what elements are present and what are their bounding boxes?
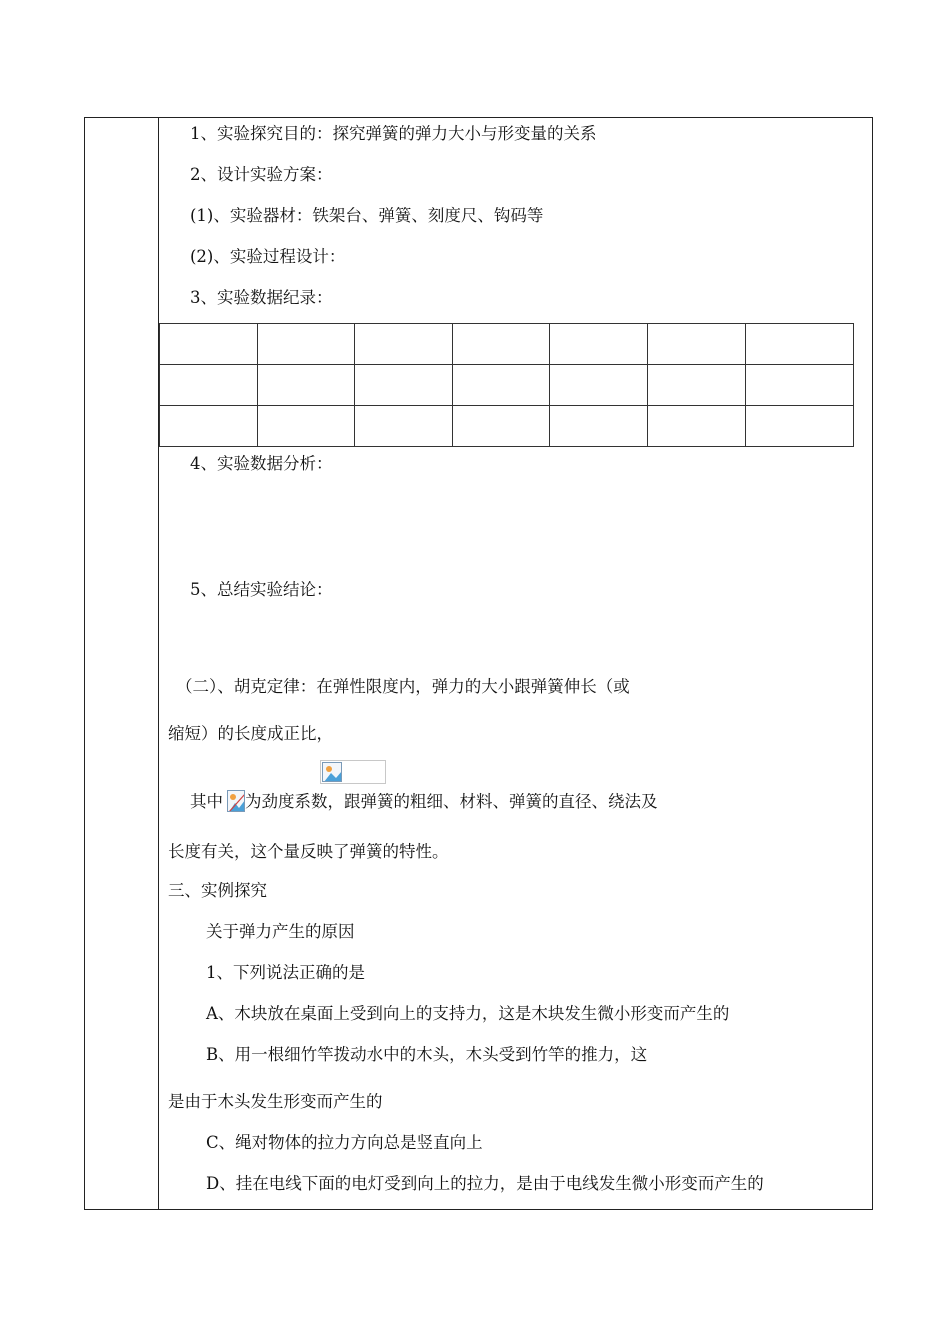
- table-cell: [453, 406, 550, 447]
- table-cell: [746, 365, 854, 406]
- table-cell: [355, 324, 453, 365]
- analysis-heading: 4、实验数据分析：: [190, 454, 333, 473]
- column-divider: [158, 117, 159, 1210]
- k-symbol-placeholder-icon: [228, 791, 245, 812]
- option-b-line-2: 是由于木头发生形变而产生的: [168, 1092, 383, 1111]
- broken-image-icon: [322, 762, 342, 782]
- equipment-line: (1)、实验器材：铁架台、弹簧、刻度尺、钩码等: [190, 206, 544, 225]
- table-cell: [746, 406, 854, 447]
- table-row: [160, 365, 854, 406]
- table-cell: [160, 324, 258, 365]
- question-1: 1、下列说法正确的是: [206, 963, 365, 982]
- table-cell: [258, 324, 355, 365]
- option-b-line-1: B、用一根细竹竿拨动水中的木头，木头受到竹竿的推力，这: [206, 1045, 648, 1064]
- table-row: [160, 324, 854, 365]
- table-cell: [550, 406, 648, 447]
- option-d: D、挂在电线下面的电灯受到向上的拉力，是由于电线发生微小形变而产生的: [206, 1174, 764, 1193]
- table-cell: [648, 365, 746, 406]
- process-line: (2)、实验过程设计：: [190, 247, 346, 266]
- table-cell: [550, 324, 648, 365]
- table-cell: [258, 406, 355, 447]
- table-cell: [648, 406, 746, 447]
- table-cell: [258, 365, 355, 406]
- hooke-law-line-3: [190, 792, 658, 812]
- table-row: [160, 406, 854, 447]
- table-cell: [160, 406, 258, 447]
- broken-image-icon: [227, 790, 245, 812]
- table-cell: [453, 324, 550, 365]
- option-c: C、绳对物体的拉力方向总是竖直向上: [206, 1133, 483, 1152]
- table-cell: [355, 406, 453, 447]
- table-cell: [648, 324, 746, 365]
- examples-topic: 关于弹力产生的原因: [206, 922, 355, 941]
- purpose-line: [190, 124, 597, 144]
- table-cell: [355, 365, 453, 406]
- table-cell: [453, 365, 550, 406]
- image-placeholder-icon: [323, 763, 342, 782]
- design-heading: 2、设计实验方案：: [190, 165, 333, 184]
- hooke-law-line-4: 长度有关，这个量反映了弹簧的特性。: [168, 842, 449, 861]
- k-description-text: 为劲度系数，跟弹簧的粗细、材料、弹簧的直径、绕法及: [245, 792, 658, 811]
- k-prefix-text: 其中: [190, 792, 223, 811]
- hooke-law-line-2: 缩短）的长度成正比，: [168, 724, 333, 743]
- table-cell: [550, 365, 648, 406]
- examples-heading: 三、实例探究: [168, 881, 267, 900]
- record-heading: 3、实验数据纪录：: [190, 288, 333, 307]
- option-a: A、木块放在桌面上受到向上的支持力，这是木块发生微小形变而产生的: [206, 1004, 730, 1023]
- purpose-text: 1、实验探究目的：探究弹簧的弹力大小与形变量的关系: [190, 124, 597, 143]
- table-cell: [160, 365, 258, 406]
- conclusion-heading: 5、总结实验结论：: [190, 580, 333, 599]
- table-cell: [746, 324, 854, 365]
- data-record-table: [159, 323, 854, 447]
- hooke-law-line-1: （二）、胡克定律：在弹性限度内，弹力的大小跟弹簧伸长（或: [176, 677, 630, 696]
